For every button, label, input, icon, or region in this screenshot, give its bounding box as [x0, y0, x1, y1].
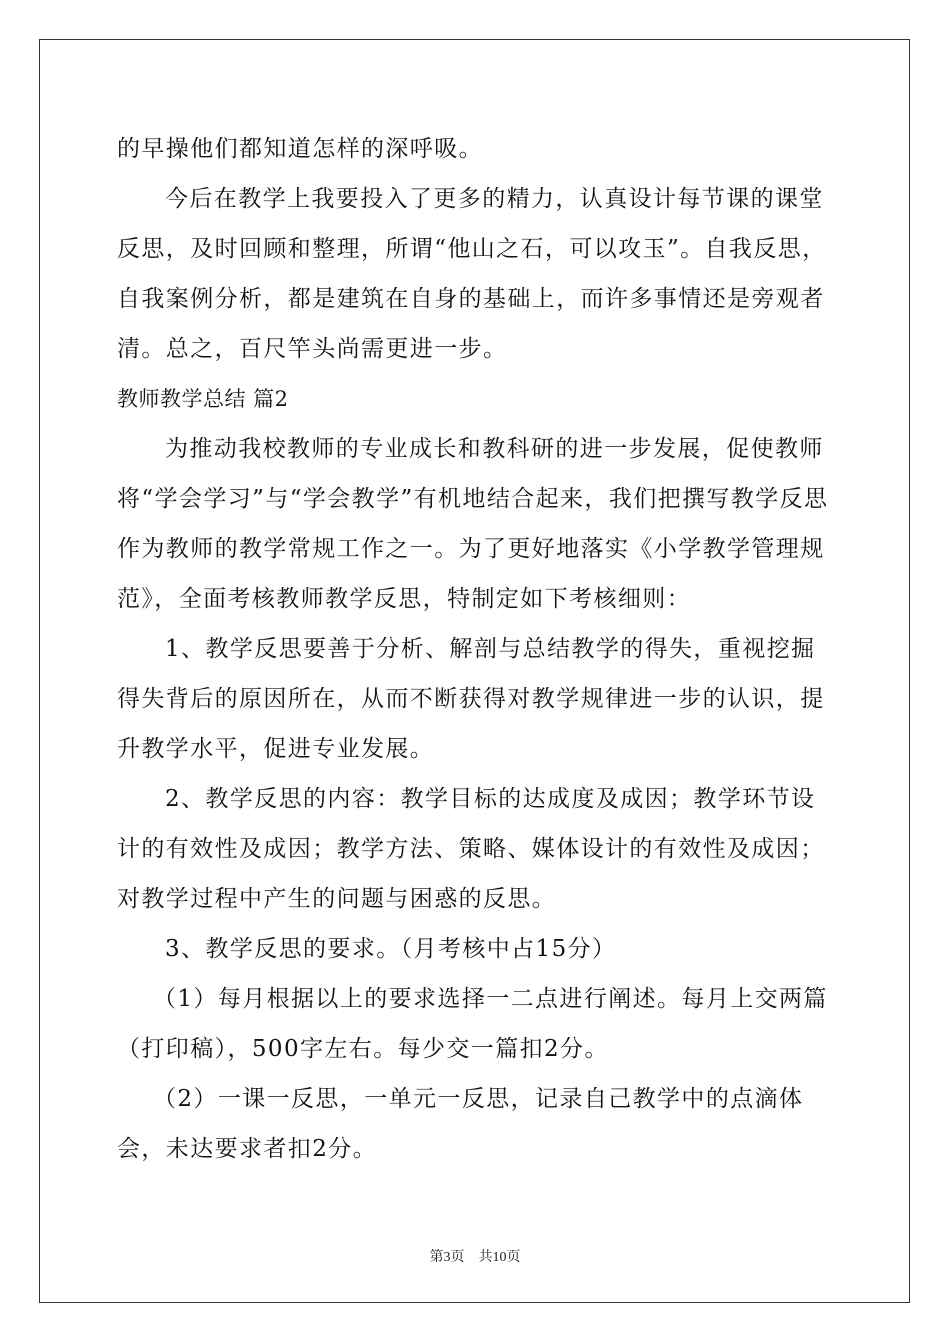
paragraph-subitem-1: （1）每月根据以上的要求选择一二点进行阐述。每月上交两篇（打印稿），500字左右。每少交一篇扣2分。	[117, 986, 828, 1062]
paragraph-reflection: 今后在教学上我要投入了更多的精力，认真设计每节课的课堂反思，及时回顾和整理，所谓“他山之石，可以攻玉”。自我反思，自我案例分析，都是建筑在自身的基础上，而许多事情还是旁观者清。总之，百尺竿头尚需更进一步。	[117, 186, 827, 362]
paragraph-continuation: 的早操他们都知道怎样的深呼吸。	[117, 136, 483, 162]
section-heading: 教师教学总结 篇2	[117, 387, 289, 411]
page-total: 共10页	[478, 1250, 521, 1265]
paragraph-item-1: 1、教学反思要善于分析、解剖与总结教学的得失，重视挖掘得失背后的原因所在，从而不断获得对教学规律进一步的认识，提升教学水平，促进专业发展。	[117, 636, 825, 762]
paragraph-intro: 为推动我校教师的专业成长和教科研的进一步发展，促使教师将“学会学习”与“学会教学”有机地结合起来，我们把撰写教学反思作为教师的教学常规工作之一。为了更好地落实《小学教学管理规范》，全面考核教师教学反思，特制定如下考核细则：	[117, 436, 829, 612]
document-body	[117, 124, 833, 1174]
page-footer	[0, 1248, 950, 1268]
paragraph-subitem-2: （2）一课一反思，一单元一反思，记录自己教学中的点滴体会，未达要求者扣2分。	[117, 1086, 804, 1162]
paragraph-item-3: 3、教学反思的要求。（月考核中占15分）	[165, 936, 617, 962]
paragraph-item-2: 2、教学反思的内容：教学目标的达成度及成因；教学环节设计的有效性及成因；教学方法、策略、媒体设计的有效性及成因；对教学过程中产生的问题与困惑的反思。	[117, 786, 825, 912]
page-number: 第3页	[429, 1250, 465, 1265]
